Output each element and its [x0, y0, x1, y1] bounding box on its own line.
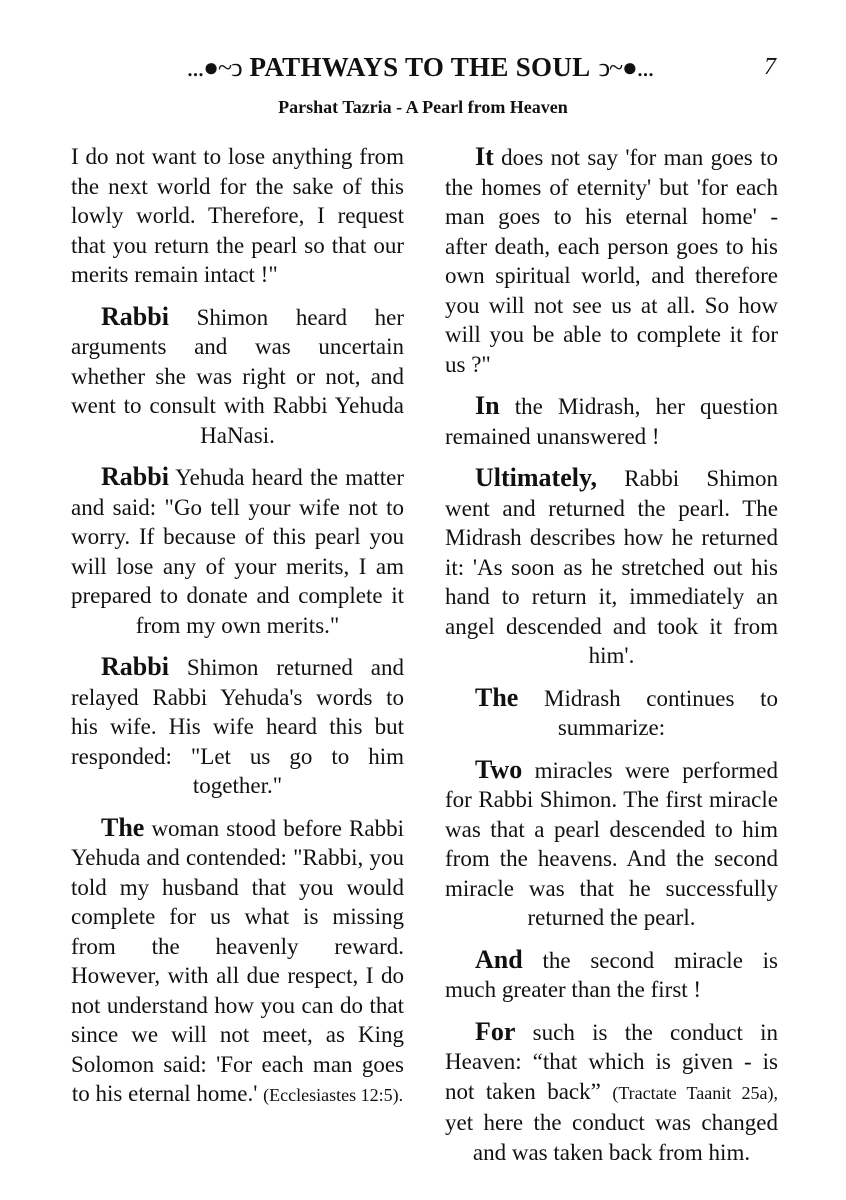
paragraph-text: does not say 'for man goes to the homes of eternity' but 'for each man goes to his eternal home' - after death, each person goes to his own spiritual world, and therefore you will not see us at all. So how will you be able to complete it for us ?"	[445, 145, 778, 377]
lead-word: The	[101, 812, 145, 842]
paragraph-text: Shimon returned and relayed Rabbi Yehuda's words to his wife. His wife heard this but responded: "Let us go to him together."	[71, 655, 404, 798]
lead-word: In	[475, 391, 500, 420]
ornament-right-icon: ↄ~●...	[598, 52, 654, 82]
paragraph	[445, 463, 778, 671]
paragraph	[445, 945, 778, 1005]
citation: (Ecclesiastes 12:5).	[263, 1085, 404, 1105]
lead-word: It	[475, 142, 494, 171]
lead-word: Rabbi	[101, 652, 169, 681]
paragraph	[445, 1017, 778, 1168]
paragraph-text: I do not want to lose anything from the next world for the sake of this lowly world. Therefore, I request that you return the pearl so that our merits remain intact !"	[71, 144, 404, 287]
paragraph	[71, 302, 404, 451]
lead-word: The	[475, 682, 519, 712]
paragraph-text: yet here the conduct was changed and was taken back from him.	[445, 1110, 778, 1165]
paragraph-text: miracles were performed for Rabbi Shimon. The first miracle was that a pearl descended to him from the heavens. And the second miracle was that he successfully returned the pearl.	[445, 757, 778, 930]
lead-word: Two	[475, 754, 523, 784]
paragraph	[445, 142, 778, 379]
paragraph-text: the second miracle is much greater than the first !	[445, 947, 778, 1002]
lead-word: Rabbi	[101, 301, 169, 331]
chapter-subtitle: Parshat Tazria - A Pearl from Heaven	[278, 97, 568, 117]
lead-word: And	[475, 944, 523, 974]
lead-word: For	[475, 1016, 516, 1046]
paragraph	[71, 813, 404, 1111]
lead-word: Rabbi	[101, 462, 169, 491]
left-column	[71, 142, 404, 1123]
paragraph	[71, 462, 404, 640]
ornament-left-icon: ...●~ↄ	[186, 52, 242, 82]
paragraph	[71, 652, 404, 801]
title-block	[120, 52, 720, 83]
paragraph-text: the Midrash, her question remained unanswered !	[445, 394, 778, 449]
right-column	[445, 142, 778, 1179]
paragraph	[445, 683, 778, 743]
paragraph-text: Yehuda heard the matter and said: "Go tell your wife not to worry. If because of this pearl you will lose any of your merits, I am prepared to donate and complete it from my own merits."	[71, 465, 404, 638]
page-number: 7	[764, 54, 776, 80]
citation: (Tractate Taanit 25a),	[612, 1082, 779, 1103]
lead-word: Ultimately,	[475, 463, 598, 492]
paragraph	[71, 142, 404, 290]
paragraph	[445, 755, 778, 933]
paragraph-text: Rabbi Shimon went and returned the pearl. The Midrash describes how he returned it: 'As soon as he stretched out his hand to return it, immediately an angel descended and took it from him'.	[445, 466, 778, 668]
paragraph	[445, 391, 778, 451]
paragraph-text: Midrash continues to summarize:	[518, 685, 778, 740]
page-header	[0, 52, 846, 92]
paragraph-text: such is the conduct in Heaven: “that which is given - is not taken back”	[445, 1019, 778, 1104]
paragraph-text: woman stood before Rabbi Yehuda and contended: "Rabbi, you told my husband that you would complete for us what is missing from the heavenly reward. However, with all due respect, I do not understand how you can do that since we will not meet, as King Solomon said: 'For each man goes to his eternal home.'	[71, 815, 404, 1106]
book-title: PATHWAYS TO THE SOUL	[249, 52, 591, 82]
paragraph-text: Shimon heard her arguments and was uncertain whether she was right or not, and went to consult with Rabbi Yehuda HaNasi.	[71, 304, 404, 448]
